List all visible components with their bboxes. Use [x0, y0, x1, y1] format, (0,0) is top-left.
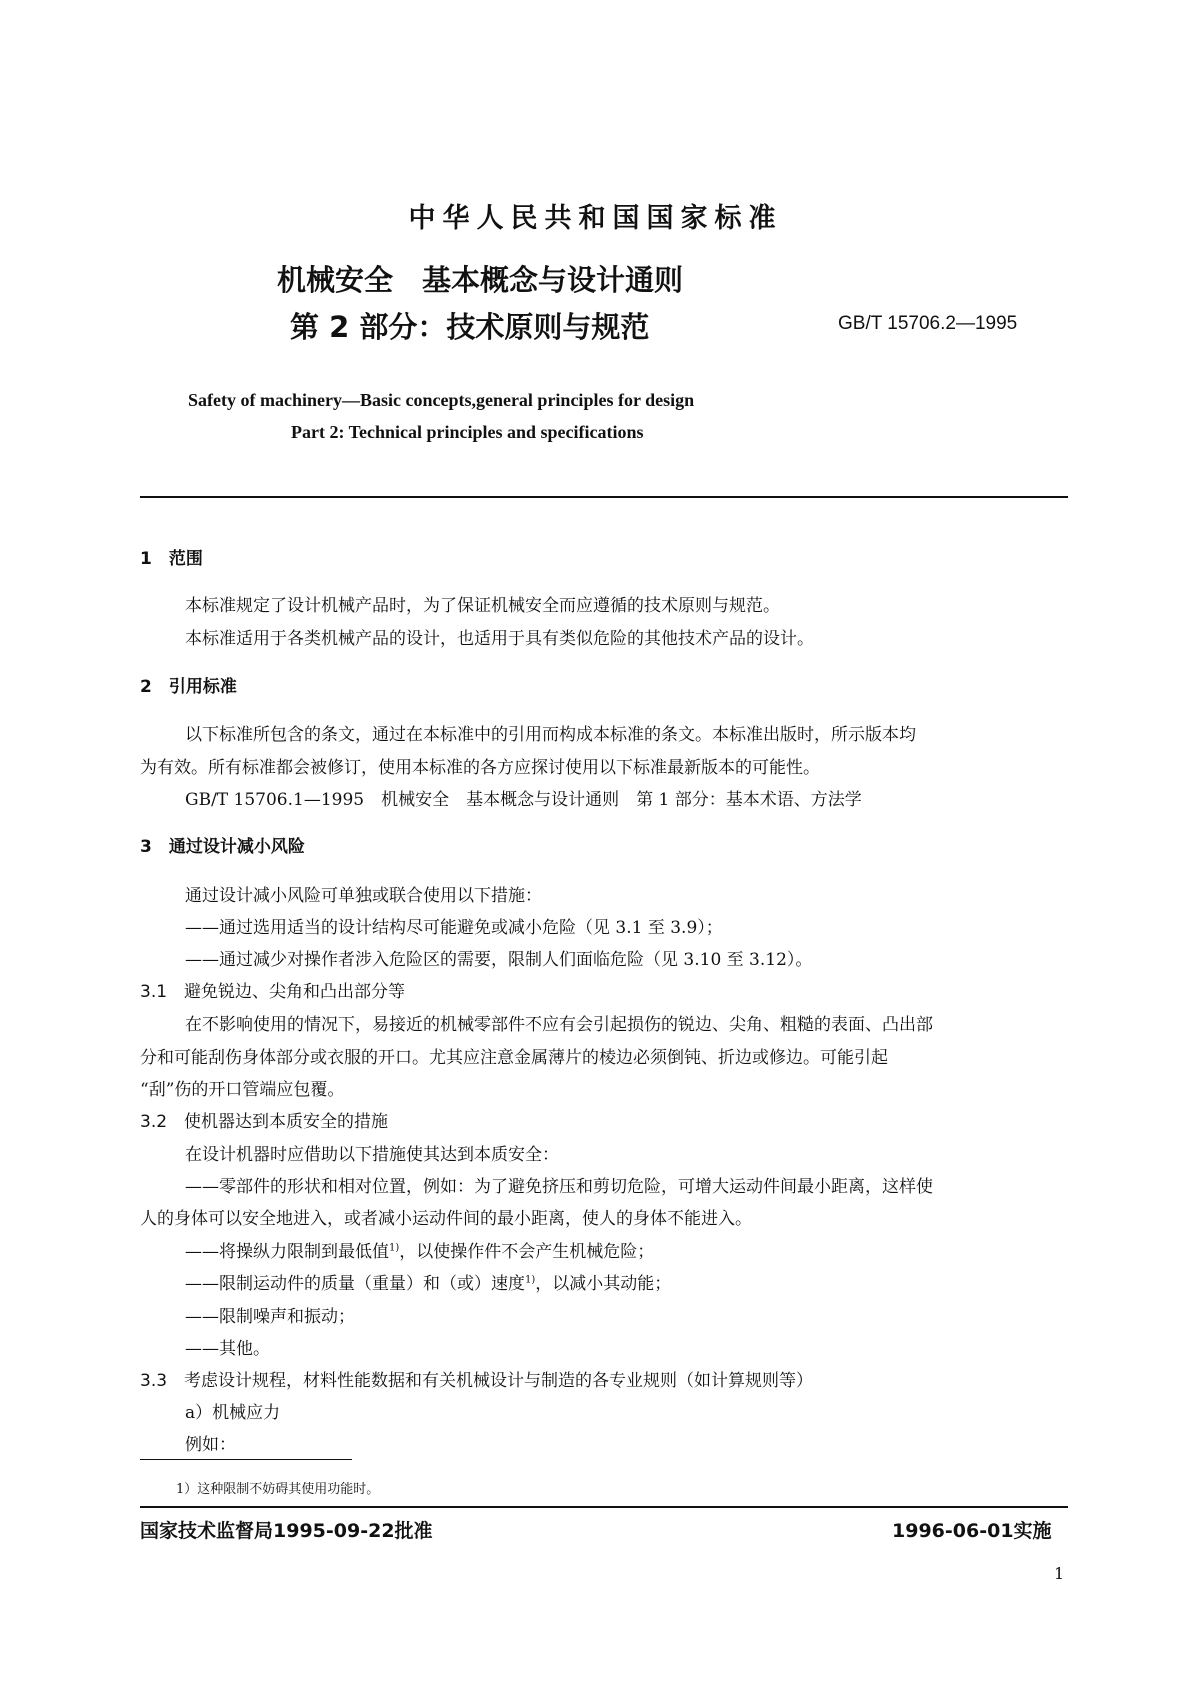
section-3-3-heading: 3.3 考虑设计规程，材料性能数据和有关机械设计与制造的各专业规则（如计算规则等） [140, 1371, 814, 1391]
section-2-heading: 2 引用标准 [140, 677, 237, 697]
title-zh-line2: 第 2 部分：技术原则与规范 [290, 310, 650, 344]
page-number: 1 [1054, 1564, 1065, 1583]
footnote-ref: 1) [525, 1274, 536, 1286]
header-divider [140, 496, 1068, 498]
section-3-1-line-3: “刮”伤的开口管端应包覆。 [140, 1080, 345, 1100]
footnote: 1）这种限制不妨碍其使用功能时。 [176, 1482, 380, 1497]
item-3-text-a: ——限制运动件的质量（重量）和（或）速度 [185, 1274, 525, 1294]
footnote-divider [140, 1459, 352, 1460]
title-en-line1: Safety of machinery—Basic concepts,general principles for design [188, 390, 695, 410]
section-3-2-item-2 [185, 1237, 654, 1262]
section-3-2-item-3 [185, 1269, 671, 1294]
title-zh-line1: 机械安全 基本概念与设计通则 [277, 263, 684, 297]
item-2-text-a: ——将操纵力限制到最低值 [185, 1242, 389, 1262]
footer-divider [140, 1506, 1068, 1508]
section-3-3-item-a: a）机械应力 [185, 1403, 281, 1423]
section-1-paragraph-2: 本标准适用于各类机械产品的设计，也适用于具有类似危险的其他技术产品的设计。 [185, 629, 814, 649]
section-3-bullet-2: ——通过减少对操作者涉入危险区的需要，限制人们面临危险（见 3.10 至 3.12）。 [185, 950, 813, 970]
section-3-2-item-5: ——其他。 [185, 1339, 270, 1359]
section-3-1-line-1: 在不影响使用的情况下，易接近的机械零部件不应有会引起损伤的锐边、尖角、粗糙的表面、凸出部 [185, 1015, 933, 1035]
approval-info: 国家技术监督局1995-09-22批准 [140, 1520, 433, 1542]
title-en-line2: Part 2: Technical principles and specifications [291, 422, 644, 442]
section-3-2-intro: 在设计机器时应借助以下措施使其达到本质安全： [185, 1145, 559, 1165]
section-1-paragraph-1: 本标准规定了设计机械产品时，为了保证机械安全而应遵循的技术原则与规范。 [185, 596, 780, 616]
item-2-text-b: ，以使操作件不会产生机械危险； [399, 1242, 655, 1262]
section-2-paragraph-line-1: 以下标准所包含的条文，通过在本标准中的引用而构成本标准的条文。本标准出版时，所示版本均 [185, 725, 916, 745]
standard-number: GB/T 15706.2—1995 [838, 313, 1018, 334]
section-2-paragraph-line-2: 为有效。所有标准都会被修订，使用本标准的各方应探讨使用以下标准最新版本的可能性。 [140, 758, 820, 778]
section-3-3-example: 例如： [185, 1435, 236, 1455]
item-3-text-b: ，以减小其动能； [535, 1274, 672, 1294]
section-3-2-item-1-line-2: 人的身体可以安全地进入，或者减小运动件间的最小距离，使人的身体不能进入。 [140, 1209, 752, 1229]
section-1-heading: 1 范围 [140, 549, 203, 569]
section-3-2-item-4: ——限制噪声和振动； [185, 1307, 355, 1327]
section-2-reference: GB/T 15706.1—1995 机械安全 基本概念与设计通则 第 1 部分：基本术语、方法学 [185, 790, 862, 810]
section-3-intro: 通过设计减小风险可单独或联合使用以下措施： [185, 886, 542, 906]
section-3-1-heading: 3.1 避免锐边、尖角和凸出部分等 [140, 982, 406, 1002]
section-3-heading: 3 通过设计减小风险 [140, 837, 305, 857]
section-3-1-line-2: 分和可能刮伤身体部分或衣服的开口。尤其应注意金属薄片的棱边必须倒钝、折边或修边。可能引起 [140, 1048, 888, 1068]
section-3-bullet-1: ——通过选用适当的设计结构尽可能避免或减小危险（见 3.1 至 3.9）； [185, 918, 723, 938]
section-3-2-item-1-line-1: ——零部件的形状和相对位置，例如：为了避免挤压和剪切危险，可增大运动件间最小距离，这样使 [185, 1177, 933, 1197]
section-3-2-heading: 3.2 使机器达到本质安全的措施 [140, 1112, 389, 1132]
footnote-ref: 1) [389, 1242, 400, 1254]
implementation-date: 1996-06-01实施 [892, 1520, 1052, 1542]
national-standard-heading: 中华人民共和国国家标准 [408, 203, 783, 234]
